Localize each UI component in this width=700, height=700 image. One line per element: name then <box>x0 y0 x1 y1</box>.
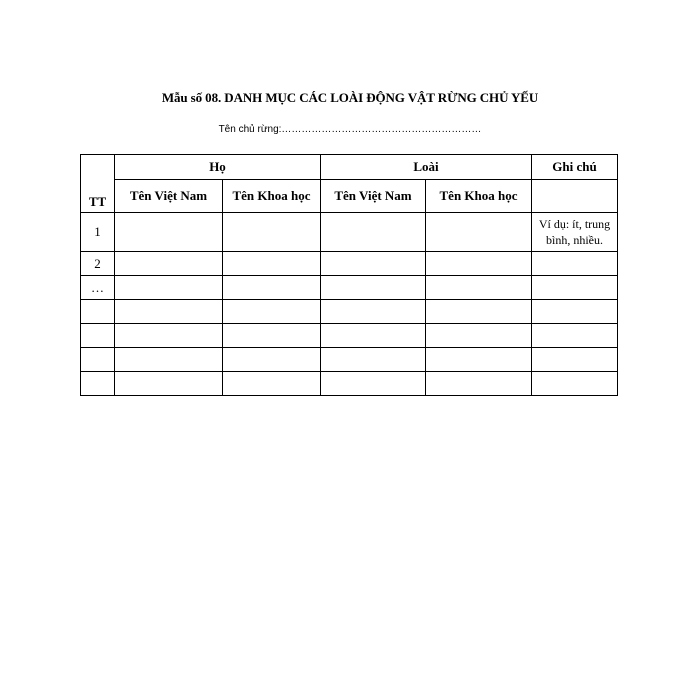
cell-ho-ten-viet-nam <box>115 213 223 252</box>
cell-ho-ten-khoa-hoc <box>223 348 321 372</box>
table-header-row-2 <box>81 180 618 213</box>
cell-ho-ten-khoa-hoc <box>223 276 321 300</box>
cell-loai-ten-khoa-hoc <box>426 213 532 252</box>
cell-ghi-chu <box>532 276 618 300</box>
cell-loai-ten-viet-nam <box>321 252 426 276</box>
cell-ho-ten-viet-nam <box>115 300 223 324</box>
cell-ho-ten-khoa-hoc <box>223 300 321 324</box>
cell-ho-ten-viet-nam <box>115 252 223 276</box>
cell-tt <box>81 372 115 396</box>
header-ghi-chu-blank <box>532 180 618 213</box>
table-row <box>81 348 618 372</box>
header-ho-ten-viet-nam: Tên Việt Nam <box>115 180 223 213</box>
cell-tt <box>81 324 115 348</box>
cell-tt: 1 <box>81 213 115 252</box>
table-row <box>81 252 618 276</box>
cell-loai-ten-viet-nam <box>321 348 426 372</box>
header-loai: Loài <box>321 155 532 180</box>
cell-ho-ten-viet-nam <box>115 372 223 396</box>
cell-tt <box>81 300 115 324</box>
animal-catalog-table <box>80 154 618 396</box>
cell-ho-ten-viet-nam <box>115 324 223 348</box>
header-tt: TT <box>81 155 115 213</box>
table-header-row-1 <box>81 155 618 180</box>
cell-ho-ten-viet-nam <box>115 276 223 300</box>
cell-loai-ten-viet-nam <box>321 372 426 396</box>
cell-ghi-chu <box>532 348 618 372</box>
cell-tt: … <box>81 276 115 300</box>
table-row <box>81 213 618 252</box>
cell-ghi-chu: Ví dụ: ít, trung bình, nhiều. <box>532 213 618 252</box>
cell-ho-ten-khoa-hoc <box>223 372 321 396</box>
cell-tt <box>81 348 115 372</box>
cell-ghi-chu <box>532 300 618 324</box>
cell-loai-ten-viet-nam <box>321 324 426 348</box>
cell-loai-ten-khoa-hoc <box>426 324 532 348</box>
header-loai-ten-khoa-hoc: Tên Khoa học <box>426 180 532 213</box>
header-ho: Họ <box>115 155 321 180</box>
cell-loai-ten-viet-nam <box>321 300 426 324</box>
cell-loai-ten-viet-nam <box>321 276 426 300</box>
cell-ghi-chu <box>532 252 618 276</box>
cell-ho-ten-khoa-hoc <box>223 324 321 348</box>
cell-ho-ten-viet-nam <box>115 348 223 372</box>
table-row <box>81 324 618 348</box>
header-ho-ten-khoa-hoc: Tên Khoa học <box>223 180 321 213</box>
table-row <box>81 372 618 396</box>
cell-loai-ten-khoa-hoc <box>426 372 532 396</box>
cell-loai-ten-khoa-hoc <box>426 252 532 276</box>
cell-loai-ten-viet-nam <box>321 213 426 252</box>
cell-ho-ten-khoa-hoc <box>223 252 321 276</box>
header-ghi-chu: Ghi chú <box>532 155 618 180</box>
forest-owner-line: Tên chủ rừng:…………………………………………………… <box>218 124 482 135</box>
table-row <box>81 276 618 300</box>
cell-loai-ten-khoa-hoc <box>426 300 532 324</box>
cell-ghi-chu <box>532 372 618 396</box>
document-title: Mẫu số 08. DANH MỤC CÁC LOÀI ĐỘNG VẬT RỪNG CHỦ YẾU <box>161 90 539 105</box>
cell-tt: 2 <box>81 252 115 276</box>
header-loai-ten-viet-nam: Tên Việt Nam <box>321 180 426 213</box>
cell-ho-ten-khoa-hoc <box>223 213 321 252</box>
table-row <box>81 300 618 324</box>
cell-loai-ten-khoa-hoc <box>426 276 532 300</box>
cell-ghi-chu <box>532 324 618 348</box>
cell-loai-ten-khoa-hoc <box>426 348 532 372</box>
